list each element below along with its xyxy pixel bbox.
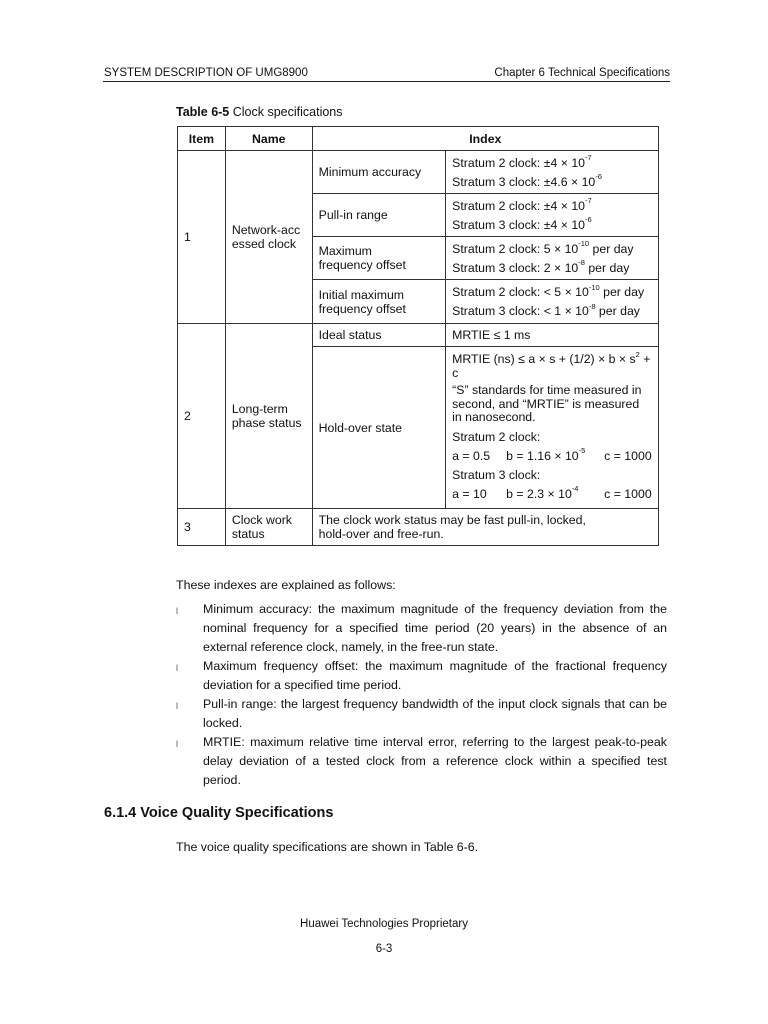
table-row — [178, 509, 659, 546]
init-offset-s3: Stratum 3 clock: < 1 × 10 — [452, 304, 589, 318]
section-heading: 6.1.4 Voice Quality Specifications — [104, 805, 334, 821]
s2-c: c = 1000 — [604, 448, 652, 463]
ideal-status-label: Ideal status — [312, 324, 446, 347]
initial-max-offset-values — [446, 280, 659, 324]
min-accuracy-s3: Stratum 3 clock: ±4.6 × 10 — [452, 174, 596, 189]
pull-in-s3-exp: -6 — [585, 215, 592, 225]
header-document-title: SYSTEM DESCRIPTION OF UMG8900 — [104, 67, 308, 79]
mrtie-formula-exp: 2 — [635, 349, 640, 359]
stratum2-params — [452, 446, 652, 463]
stratum3-params — [452, 484, 652, 501]
row2-item: 2 — [178, 324, 226, 509]
bullet-mark: l — [176, 701, 178, 711]
bullet-mark: l — [176, 739, 178, 749]
pull-in-range-label: Pull-in range — [312, 194, 446, 237]
bullet-text: MRTIE: maximum relative time interval error, referring to the largest peak-to-peak delay deviation of a tested clock from a reference clock within a specified test period. — [203, 735, 667, 787]
bullet-text: Maximum frequency offset: the maximum magnitude of the fractional frequency deviation for a specified time period. — [203, 659, 667, 692]
max-offset-s2-exp: -10 — [578, 239, 590, 249]
mrtie-formula-tail: + c — [452, 352, 651, 380]
bullet-mark: l — [176, 663, 178, 673]
list-item — [176, 657, 667, 695]
header-item: Item — [178, 127, 226, 151]
min-accuracy-s2-exp: -7 — [585, 153, 592, 163]
pull-in-s3: Stratum 3 clock: ±4 × 10 — [452, 217, 585, 232]
stratum3-label: Stratum 3 clock: — [452, 467, 541, 482]
row3-name: Clock work status — [225, 509, 312, 546]
initial-max-offset-label: Initial maximum frequency offset — [312, 280, 446, 324]
max-freq-offset-values — [446, 237, 659, 280]
list-item — [176, 695, 667, 733]
pull-in-s2: Stratum 2 clock: ±4 × 10 — [452, 198, 585, 213]
list-item — [176, 733, 667, 790]
max-offset-s2: Stratum 2 clock: 5 × 10 — [452, 241, 579, 256]
table-row — [178, 151, 659, 194]
s2-b-exp: -5 — [578, 446, 586, 456]
section-text: The voice quality specifications are shown in Table 6-6. — [176, 840, 479, 854]
header-index: Index — [312, 127, 658, 151]
header-chapter-title: Chapter 6 Technical Specifications — [494, 67, 670, 79]
row1-item: 1 — [178, 151, 226, 324]
min-accuracy-s3-exp: -6 — [595, 172, 602, 182]
table-caption-text: Clock specifications — [229, 105, 343, 119]
ideal-status-value: MRTIE ≤ 1 ms — [446, 324, 659, 347]
min-accuracy-values — [446, 151, 659, 194]
s2-b: b = 1.16 × 10 — [506, 448, 579, 463]
bullet-mark: l — [176, 606, 178, 616]
clock-specifications-table — [177, 126, 659, 546]
explanation-intro: These indexes are explained as follows: — [176, 578, 396, 592]
s3-a: a = 10 — [452, 486, 487, 501]
pull-in-s2-exp: -7 — [585, 196, 592, 206]
stratum2-label: Stratum 2 clock: — [452, 429, 541, 444]
table-header-row — [178, 127, 659, 151]
max-freq-offset-label: Maximum frequency offset — [312, 237, 446, 280]
init-offset-s2: Stratum 2 clock: < 5 × 10 — [452, 285, 589, 299]
page-number: 6-3 — [375, 943, 393, 955]
s3-b-exp: -4 — [571, 484, 579, 494]
row3-description: The clock work status may be fast pull-in, locked, hold-over and free-run. — [312, 509, 658, 546]
bullet-text: Minimum accuracy: the maximum magnitude of the frequency deviation from the nominal frequency for a specified time period (20 years) in the absence of an external reference clock, namely, in the free-run state. — [203, 602, 667, 654]
pull-in-range-values — [446, 194, 659, 237]
min-accuracy-label: Minimum accuracy — [312, 151, 446, 194]
mrtie-note: “S” standards for time measured in second, and “MRTIE” is measured in nanosecond. — [452, 383, 642, 424]
header-rule — [103, 81, 670, 82]
list-item — [176, 600, 667, 657]
mrtie-formula: MRTIE (ns) ≤ a × s + (1/2) × b × s — [452, 352, 636, 366]
row3-item: 3 — [178, 509, 226, 546]
s3-c: c = 1000 — [604, 486, 652, 501]
max-offset-s3-suffix: per day — [584, 260, 630, 275]
table-row — [178, 324, 659, 347]
hold-over-values — [446, 347, 659, 509]
s2-a: a = 0.5 — [452, 448, 491, 463]
min-accuracy-s2: Stratum 2 clock: ±4 × 10 — [452, 155, 585, 170]
max-offset-s3: Stratum 3 clock: 2 × 10 — [452, 260, 579, 275]
row2-name: Long-term phase status — [225, 324, 312, 509]
header-name: Name — [225, 127, 312, 151]
table-caption — [176, 105, 343, 119]
init-offset-s3-exp: -8 — [588, 301, 596, 311]
hold-over-label: Hold-over state — [312, 347, 446, 509]
footer-proprietary: Huawei Technologies Proprietary — [300, 918, 468, 930]
row1-name: Network-acc essed clock — [225, 151, 312, 324]
init-offset-s3-suffix: per day — [595, 304, 640, 318]
init-offset-s2-exp: -10 — [588, 282, 600, 292]
init-offset-s2-suffix: per day — [599, 285, 645, 299]
bullet-text: Pull-in range: the largest frequency bandwidth of the input clock signals that can be locked. — [203, 697, 667, 730]
explanation-list — [176, 600, 667, 790]
max-offset-s2-suffix: per day — [589, 241, 634, 256]
s3-b: b = 2.3 × 10 — [506, 486, 572, 501]
table-caption-label: Table 6-5 — [176, 105, 230, 119]
max-offset-s3-exp: -8 — [578, 258, 585, 268]
